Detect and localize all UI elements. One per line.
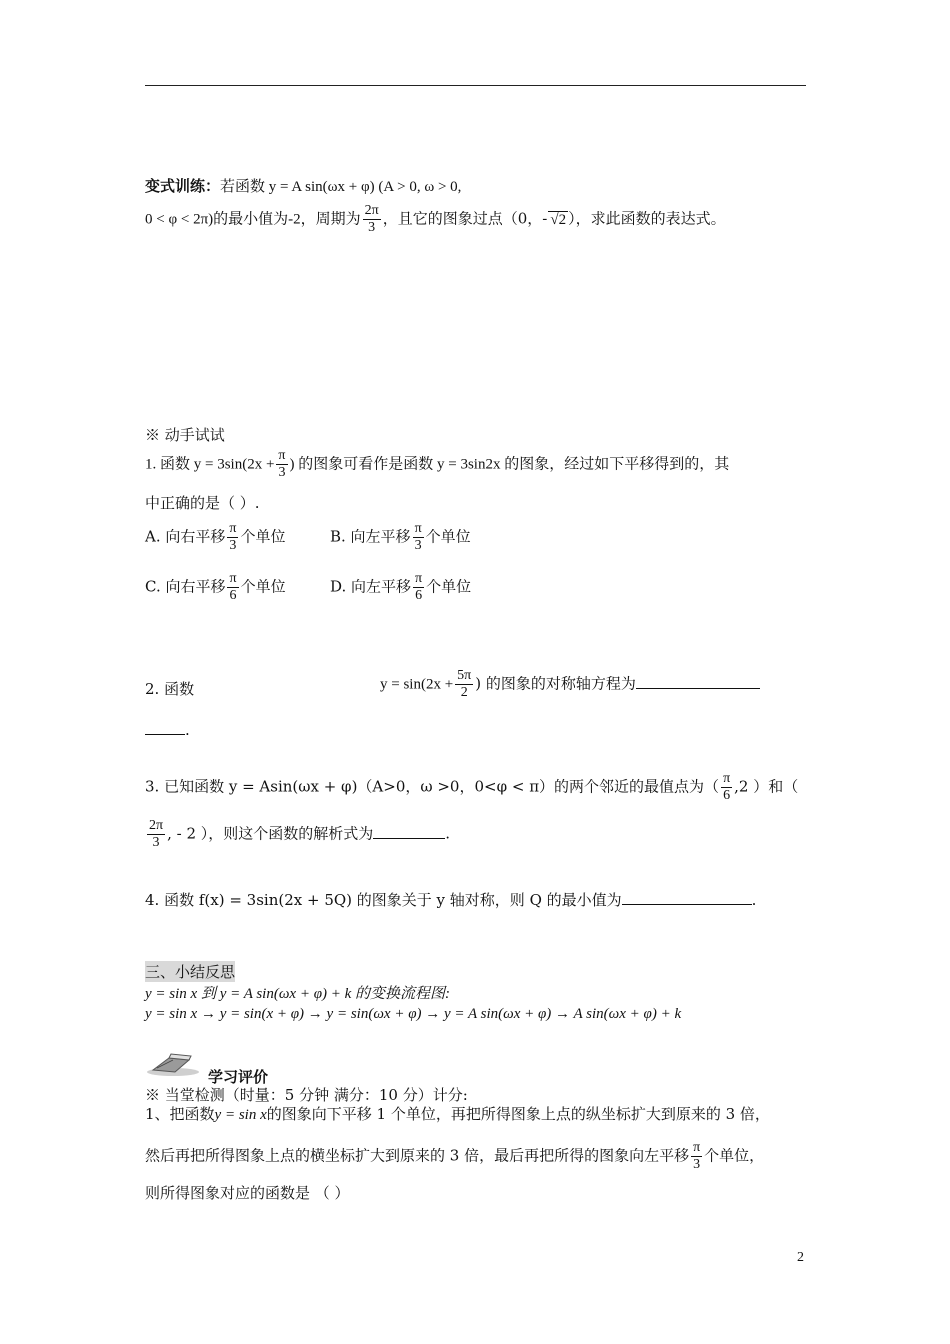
q2-fraction: $\frac{5\pi}{2}$ <box>457 668 472 701</box>
variant-label: 变式训练： <box>145 177 221 195</box>
evaluation-check: ※ 当堂检测（时量：5 分钟 满分：10 分）计分: <box>145 1086 468 1104</box>
period-fraction: $\frac{2\pi}{3}$ <box>364 203 379 236</box>
variant-text-4: ），求此函数的表达式。 <box>568 209 726 228</box>
variant-text-2: 0 < φ < 2π)的最小值为-2，周期为 <box>145 211 361 228</box>
q4-line: 4. 函数 f(x) = 3sin(2x + 5Q) 的图象关于 y 轴对称，则 Q 的最小值为 . <box>145 891 757 909</box>
header-rule <box>145 85 806 86</box>
book-icon <box>145 1050 205 1078</box>
q1-line2: 中正确的是（ ）. <box>145 494 260 512</box>
summary-flow: y = sin x → y = sin(x + φ) → y = sin(ωx + φ) → y = A sin(ωx + φ) → A sin(ωx + φ) + k <box>145 1006 682 1022</box>
option-c-fraction: $\frac{\pi}{6}$ <box>229 571 237 604</box>
evaluation-heading: 学习评价 <box>208 1068 269 1086</box>
q3-point2-fraction: $\frac{2\pi}{3}$ <box>149 818 164 851</box>
q3-point1-fraction: $\frac{\pi}{6}$ <box>723 771 731 804</box>
q1-line1: 1. 函数 y = 3sin(2x + $\frac{\pi}{3}$ ) 的图象可看作是函数 y = 3sin2x 的图象，经过如下平移得到的，其 <box>145 448 730 481</box>
q1-fraction: $\frac{\pi}{3}$ <box>278 448 286 481</box>
option-b: B. 向左平移 $\frac{\pi}{3}$ 个单位 <box>330 521 471 554</box>
page-number: 2 <box>797 1250 804 1265</box>
evaluation-p2: 然后再把所得图象上点的横坐标扩大到原来的 3 倍，最后再把所得的图象向左平移 $\frac{\pi}{3}$ 个单位， <box>145 1140 765 1173</box>
q2-answer-blank-2[interactable] <box>145 720 185 735</box>
option-c: C. 向右平移 $\frac{\pi}{6}$ 个单位 <box>145 571 286 604</box>
sqrt-2: √2 <box>550 211 567 228</box>
q2-expression: y = sin(2x + $\frac{5\pi}{2}$ ) 的图象的对称轴方程为 <box>380 668 760 701</box>
q4-answer-blank[interactable] <box>622 890 752 905</box>
option-d: D. 向左平移 $\frac{\pi}{6}$ 个单位 <box>330 571 472 604</box>
variant-text-3: ，且它的图象过点（0，- <box>382 209 548 228</box>
p1-function: y = sin x <box>214 1107 267 1123</box>
option-d-fraction: $\frac{\pi}{6}$ <box>415 571 423 604</box>
p2-fraction: $\frac{\pi}{3}$ <box>693 1140 701 1173</box>
q3-line2: $\frac{2\pi}{3}$ , - 2 ），则这个函数的解析式为 . <box>149 818 451 851</box>
try-heading: ※ 动手试试 <box>145 426 225 444</box>
q2-line2: . <box>145 720 190 739</box>
variant-line2 <box>145 203 726 236</box>
q3-line1: 3. 已知函数 y = Asin(ωx + φ)（A>0，ω >0，0<φ < π）的两个邻近的最值点为（ $\frac{\pi}{6}$ ,2 ）和（ <box>145 771 799 804</box>
evaluation-p1: 1、把函数y = sin x的图象向下平移 1 个单位，再把所得图象上点的纵坐标扩大到原来的 3 倍， <box>145 1105 770 1123</box>
option-b-fraction: $\frac{\pi}{3}$ <box>414 521 422 554</box>
summary-line1: y = sin x 到 y = A sin(ωx + φ) + k 的变换流程图: <box>145 986 451 1002</box>
option-a-fraction: $\frac{\pi}{3}$ <box>229 521 237 554</box>
q2-answer-blank[interactable] <box>636 674 760 689</box>
option-a: A. 向右平移 $\frac{\pi}{3}$ 个单位 <box>145 521 286 554</box>
evaluation-p3: 则所得图象对应的函数是 （ ） <box>145 1184 350 1202</box>
variant-text-1: 若函数 y = A sin(ωx + φ) (A > 0, ω > 0, <box>220 179 462 195</box>
q2-label: 2. 函数 <box>145 680 195 698</box>
summary-heading: 三、小结反思 <box>145 963 236 981</box>
q3-answer-blank[interactable] <box>373 824 445 839</box>
variant-line1 <box>145 175 461 196</box>
